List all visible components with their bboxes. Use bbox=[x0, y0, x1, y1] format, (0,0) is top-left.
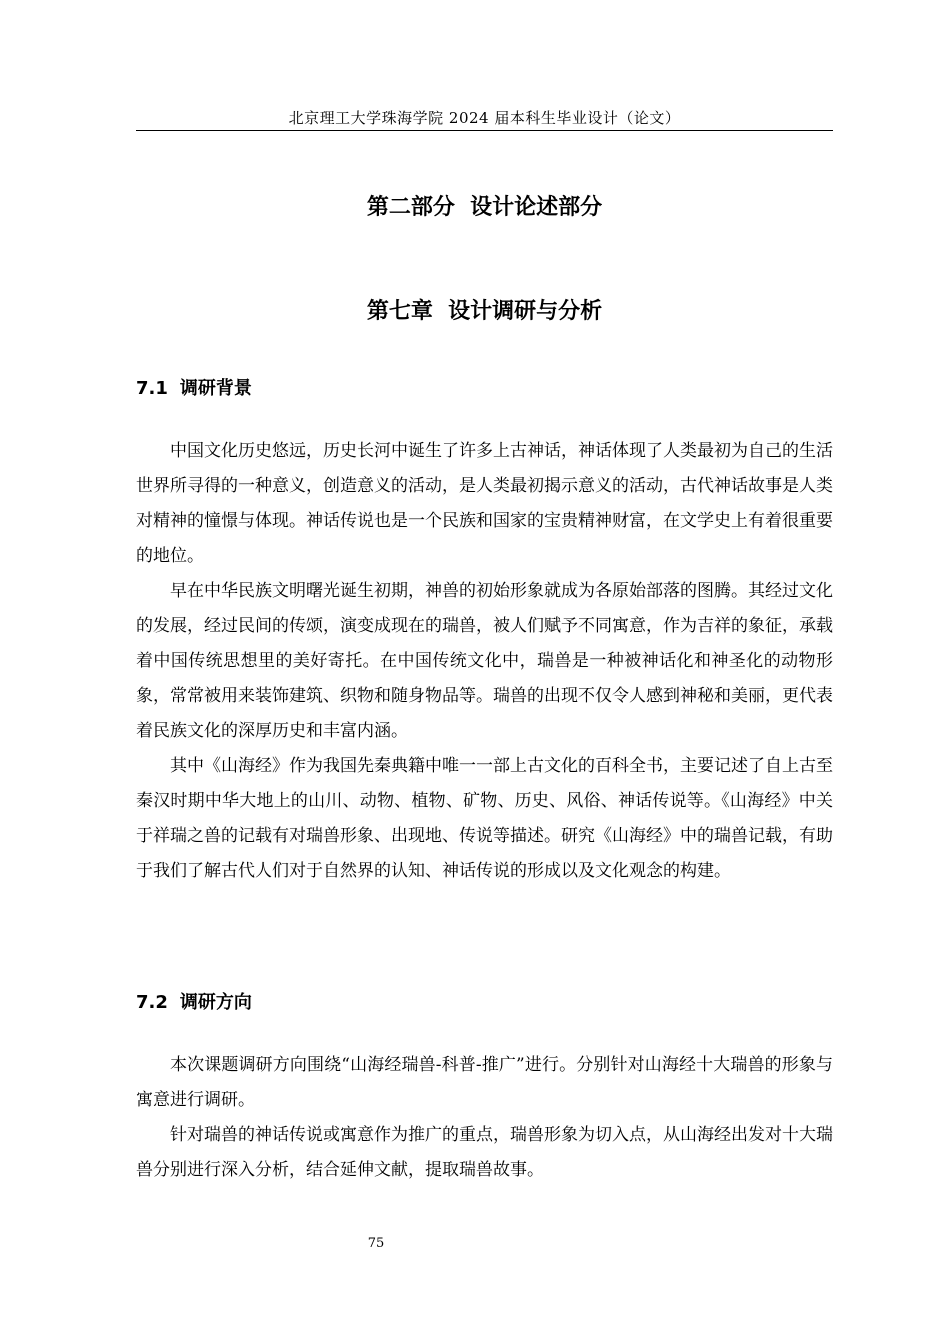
paragraph: 本次课题调研方向围绕“山海经瑞兽-科普-推广”进行。分别针对山海经十大瑞兽的形象与寓意进行调研。 bbox=[136, 1055, 833, 1110]
section-body-7-2 bbox=[136, 1048, 833, 1188]
section-number: 7.1 bbox=[136, 378, 168, 399]
part-title: 第二部分 设计论述部分 bbox=[366, 195, 603, 220]
section-number: 7.2 bbox=[136, 992, 168, 1013]
running-header: 北京理工大学珠海学院 2024 届本科生毕业设计（论文） bbox=[288, 109, 681, 127]
paragraph: 中国文化历史悠远，历史长河中诞生了许多上古神话，神话体现了人类最初为自己的生活世界所寻得的一种意义，创造意义的活动，是人类最初揭示意义的活动，古代神话故事是人类对精神的憧憬与体现。神话传说也是一个民族和国家的宝贵精神财富，在文学史上有着很重要的地位。 bbox=[136, 441, 833, 566]
section-title: 调研背景 bbox=[179, 378, 252, 399]
paragraph: 针对瑞兽的神话传说或寓意作为推广的重点，瑞兽形象为切入点，从山海经出发对十大瑞兽分别进行深入分析，结合延伸文献，提取瑞兽故事。 bbox=[136, 1125, 833, 1180]
section-heading-7-2 bbox=[136, 988, 252, 1014]
paragraph: 其中《山海经》作为我国先秦典籍中唯一一部上古文化的百科全书，主要记述了自上古至秦汉时期中华大地上的山川、动物、植物、矿物、历史、风俗、神话传说等。《山海经》中关于祥瑞之兽的记载有对瑞兽形象、出现地、传说等描述。研究《山海经》中的瑞兽记载，有助于我们了解古代人们对于自然界的认知、神话传说的形成以及文化观念的构建。 bbox=[136, 756, 833, 881]
paragraph: 早在中华民族文明曙光诞生初期，神兽的初始形象就成为各原始部落的图腾。其经过文化的发展，经过民间的传颂，演变成现在的瑞兽，被人们赋予不同寓意，作为吉祥的象征，承载着中国传统思想里的美好寄托。在中国传统文化中，瑞兽是一种被神话化和神圣化的动物形象，常常被用来装饰建筑、织物和随身物品等。瑞兽的出现不仅令人感到神秘和美丽，更代表着民族文化的深厚历史和丰富内涵。 bbox=[136, 581, 833, 741]
section-body-7-1 bbox=[136, 434, 833, 889]
chapter-title: 第七章 设计调研与分析 bbox=[366, 299, 603, 324]
section-heading-7-1 bbox=[136, 374, 252, 400]
page-number: 75 bbox=[367, 1236, 385, 1251]
header-divider bbox=[136, 130, 833, 131]
section-title: 调研方向 bbox=[179, 992, 252, 1013]
